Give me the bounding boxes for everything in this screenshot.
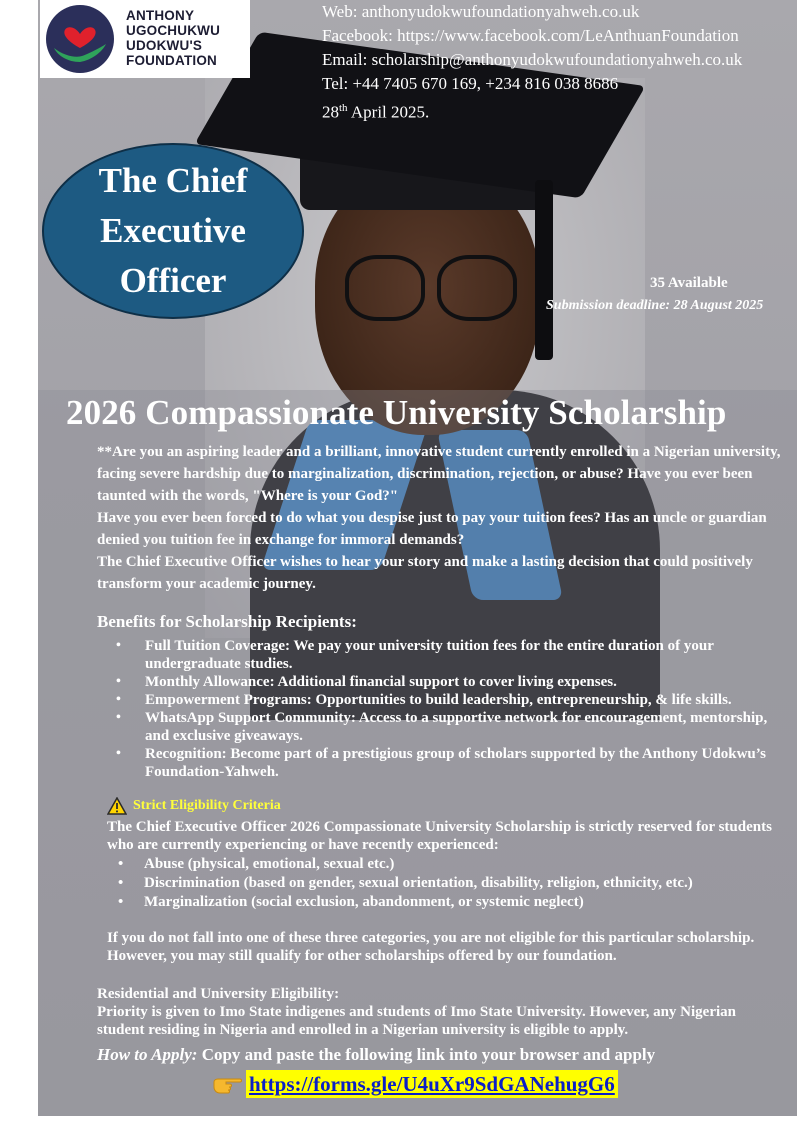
cap-tassel bbox=[535, 180, 553, 360]
apply-link-row bbox=[212, 1070, 618, 1098]
list-item: • Marginalization (social exclusion, abandonment, or systemic neglect) bbox=[118, 893, 693, 912]
email-link[interactable]: Email: scholarship@anthonyudokwufoundationyahweh.co.uk bbox=[322, 50, 743, 69]
list-item: • Recognition: Become part of a prestigious group of scholars supported by the Anthony Udokwu’s Foundation-Yahweh. bbox=[116, 745, 781, 781]
submission-deadline: Submission deadline: 28 August 2025 bbox=[546, 298, 764, 313]
contact-info bbox=[322, 0, 742, 125]
badge-line: The Chief bbox=[98, 161, 248, 200]
eligibility-heading-text: Strict Eligibility Criteria bbox=[133, 798, 281, 813]
intro-text bbox=[97, 441, 789, 595]
logo-wordmark bbox=[126, 8, 252, 68]
foundation-logo[interactable] bbox=[40, 0, 250, 78]
badge-line: Officer bbox=[119, 261, 227, 300]
intro-paragraph: Have you ever been forced to do what you despise just to pay your tuition fees? Has an uncle or guardian denied you tuition fee in exchange for immoral demands? bbox=[97, 510, 767, 548]
ceo-badge bbox=[42, 143, 304, 319]
eligibility-heading bbox=[107, 797, 281, 815]
residential-text: Priority is given to Imo State indigenes and students of Imo State University. However, any Nigerian student residing in Nigeria and enrolled in a Nigerian university is eligible to apply. bbox=[97, 1004, 737, 1038]
logo-line: UGOCHUKWU bbox=[126, 23, 221, 38]
residential-heading: Residential and University Eligibility: bbox=[97, 986, 340, 1002]
intro-paragraph: The Chief Executive Officer wishes to hear your story and make a lasting decision that could positively transform your academic journey. bbox=[97, 554, 753, 592]
benefits-list bbox=[116, 637, 781, 781]
logo-line: UDOKWU'S bbox=[126, 38, 203, 53]
eligibility-list bbox=[118, 855, 693, 912]
how-to-apply-label: How to Apply bbox=[97, 1045, 192, 1064]
heart-hands-icon bbox=[42, 4, 118, 74]
eyeglasses bbox=[345, 255, 520, 330]
residential-eligibility bbox=[97, 985, 787, 1039]
eligibility-text: The Chief Executive Officer 2026 Compassionate University Scholarship is strictly reserved for students who are currently experiencing or have recently experienced: bbox=[107, 819, 772, 853]
ineligibility-note: If you do not fall into one of these three categories, you are not eligible for this particular scholarship. However, you may still qualify for other scholarships offered by our foundation. bbox=[107, 930, 755, 964]
facebook-link[interactable]: Facebook: https://www.facebook.com/LeAnthuanFoundation bbox=[322, 26, 739, 45]
issue-date bbox=[322, 96, 742, 125]
scholarship-title: 2026 Compassionate University Scholarship bbox=[66, 393, 727, 432]
benefits-heading: Benefits for Scholarship Recipients: bbox=[97, 612, 357, 631]
pointing-hand-icon bbox=[212, 1072, 242, 1096]
warning-icon bbox=[107, 797, 127, 815]
list-item: • WhatsApp Support Community: Access to a supportive network for encouragement, mentorship, and exclusive giveaways. bbox=[116, 709, 781, 745]
badge-line: Executive bbox=[100, 211, 246, 250]
list-item: • Discrimination (based on gender, sexual orientation, disability, religion, ethnicity, etc.) bbox=[118, 874, 693, 893]
list-item: • Abuse (physical, emotional, sexual etc.) bbox=[118, 855, 693, 874]
website-link[interactable]: Web: anthonyudokwufoundationyahweh.co.uk bbox=[322, 2, 640, 21]
date-suffix: th bbox=[339, 102, 348, 114]
list-item: • Empowerment Programs: Opportunities to build leadership, entrepreneurship, & life skills. bbox=[116, 691, 781, 709]
logo-line: ANTHONY bbox=[126, 8, 195, 23]
phone-numbers: Tel: +44 7405 670 169, +234 816 038 8686 bbox=[322, 74, 619, 93]
intro-paragraph: **Are you an aspiring leader and a brilliant, innovative student currently enrolled in a Nigerian university, facing severe hardship due to marginalization, discrimination, rejection, or abuse? Have you ever been taunted with the words, "Where is your God?" bbox=[97, 444, 781, 504]
date-rest: April 2025. bbox=[347, 102, 430, 122]
how-to-apply-instruction: Copy and paste the following link into your browser and apply bbox=[197, 1045, 656, 1064]
logo-line: FOUNDATION bbox=[126, 53, 217, 68]
how-to-apply bbox=[97, 1045, 655, 1065]
list-item: • Monthly Allowance: Additional financial support to cover living expenses. bbox=[116, 673, 781, 691]
how-to-apply-colon: : bbox=[191, 1045, 198, 1064]
availability-count: 35 Available bbox=[650, 275, 728, 291]
list-item: • Full Tuition Coverage: We pay your university tuition fees for the entire duration of your undergraduate studies. bbox=[116, 637, 781, 673]
application-form-link[interactable]: https://forms.gle/U4uXr9SdGANehugG6 bbox=[246, 1070, 618, 1098]
date-day: 28 bbox=[322, 102, 339, 122]
